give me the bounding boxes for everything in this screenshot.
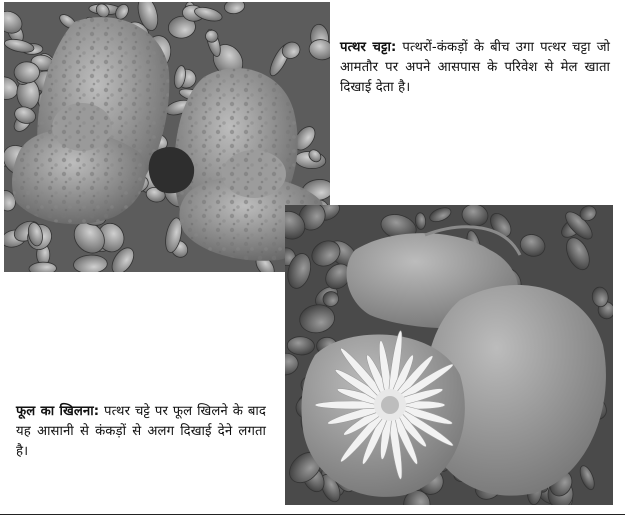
- caption-body-flowering: पत्थर चट्टे पर फूल खिलने के बाद यह आसानी से कंकड़ों से अलग दिखाई देने लगता है।: [16, 404, 266, 459]
- bottom-rule: [0, 514, 625, 515]
- caption-stone-plant: [340, 38, 610, 98]
- lithops-pebbles-illustration: [4, 2, 330, 272]
- caption-heading-flowering: फूल का खिलना:: [16, 404, 100, 419]
- lithops-flower-illustration: [285, 205, 613, 505]
- caption-heading-stone-plant: पत्थर चट्टा:: [340, 40, 397, 55]
- caption-flowering: [16, 402, 266, 462]
- lithops-among-pebbles-photo: [4, 2, 330, 272]
- lithops-with-flower-photo: [285, 205, 613, 505]
- caption-body-stone-plant: पत्थरों-कंकड़ों के बीच उगा पत्थर चट्टा जो आमतौर पर अपने आसपास के परिवेश से मेल खाता दिखाई देता है।: [340, 40, 610, 95]
